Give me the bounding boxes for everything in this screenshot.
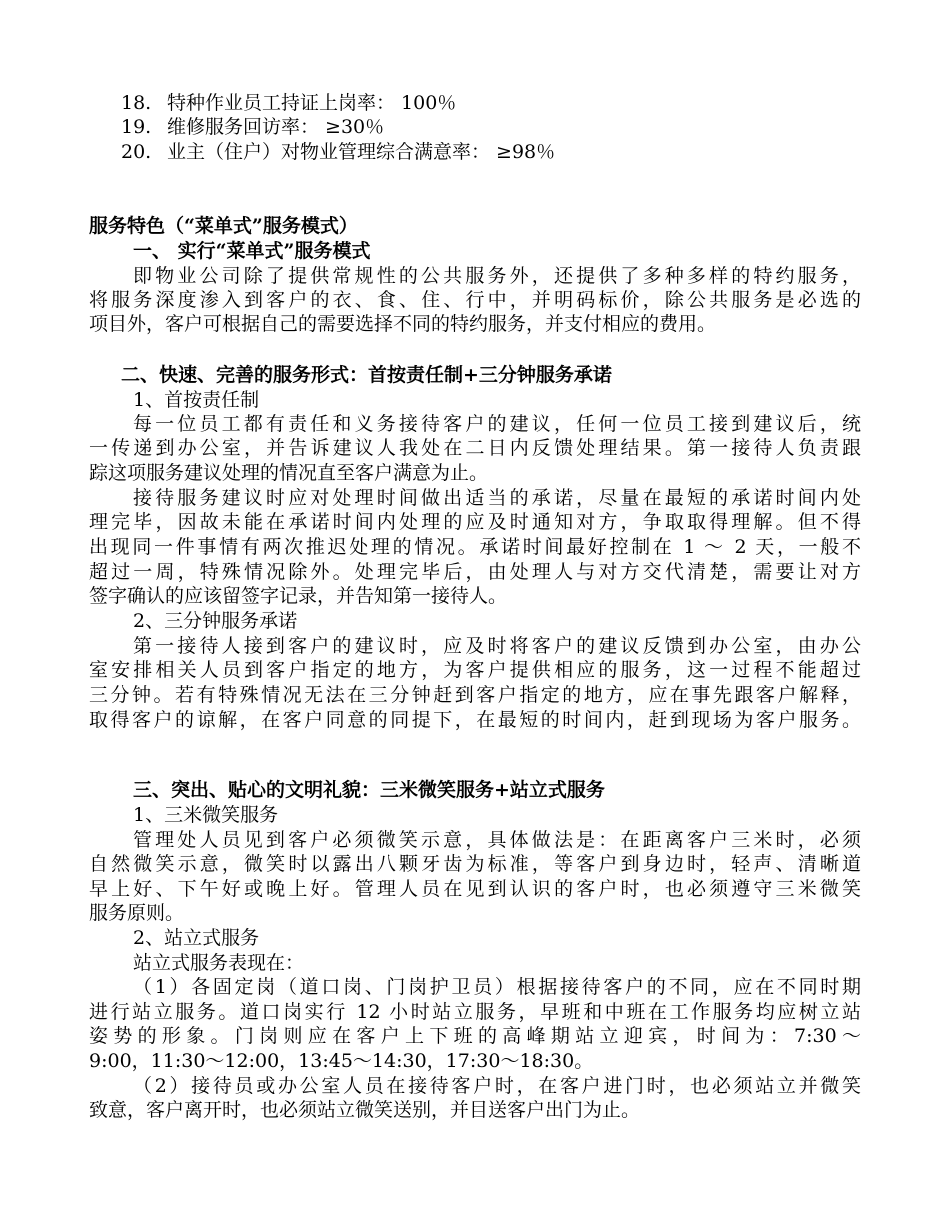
paragraph-line: 出现同一件事情有两次推迟处理的情况。承诺时间最好控制在 1 ～ 2 天，一般不 xyxy=(89,536,861,558)
paragraph-line: 服务原则。 xyxy=(89,902,185,924)
section-title: 服务特色（“菜单式”服务模式） xyxy=(89,215,358,237)
paragraph-line: 致意，客户离开时，也必须站立微笑送别，并目送客户出门为止。 xyxy=(89,1099,641,1121)
paragraph-line: 第一接待人接到客户的建议时，应及时将客户的建议反馈到办公室，由办公 xyxy=(133,635,861,657)
paragraph-line: 室安排相关人员到客户指定的地方，为客户提供相应的服务，这一过程不能超过 xyxy=(89,659,861,681)
paragraph-line: 踪这项服务建议处理的情况直至客户满意为止。 xyxy=(89,462,489,484)
list-item: 19. 维修服务回访率： ≥30％ xyxy=(121,116,385,138)
list-item: 18. 特种作业员工持证上岗率： 100％ xyxy=(121,92,457,114)
paragraph-line: 9:00，11:30～12:00，13:45～14:30，17:30～18:30。 xyxy=(89,1050,594,1072)
paragraph-line: 项目外，客户可根据自己的需要选择不同的特约服务，并支付相应的费用。 xyxy=(89,313,717,335)
paragraph-line: 超过一周，特殊情况除外。处理完毕后，由处理人与对方交代清楚，需要让对方 xyxy=(89,561,861,583)
paragraph-line: 取得客户的谅解，在客户同意的同提下，在最短的时间内，赶到现场为客户服务。 xyxy=(89,709,861,731)
paragraph-line: 签字确认的应该留签字记录，并告知第一接待人。 xyxy=(89,585,508,607)
subheading: 1、三米微笑服务 xyxy=(133,804,279,826)
subheading: 2、站立式服务 xyxy=(133,927,260,949)
paragraph-line: 姿势的形象。门岗则应在客户上下班的高峰期站立迎宾，时间为：7:30～ xyxy=(89,1025,861,1047)
paragraph-line: （2）接待员或办公室人员在接待客户时，在客户进门时，也必须站立并微笑 xyxy=(133,1075,861,1097)
paragraph-line: 一传递到办公室，并告诉建议人我处在二日内反馈处理结果。第一接待人负责跟 xyxy=(89,437,861,459)
subheading: 1、首按责任制 xyxy=(133,389,260,411)
subheading: 2、三分钟服务承诺 xyxy=(133,610,298,632)
paragraph-line: 将服务深度渗入到客户的衣、食、住、行中，并明码标价，除公共服务是必选的 xyxy=(89,289,861,311)
paragraph-line: 理完毕，因故未能在承诺时间内处理的应及时通知对方，争取取得理解。但不得 xyxy=(89,511,861,533)
heading-menu-service: 一、 实行“菜单式”服务模式 xyxy=(133,240,371,262)
heading-courtesy: 三、突出、贴心的文明礼貌：三米微笑服务+站立式服务 xyxy=(133,779,605,801)
paragraph-line: 站立式服务表现在： xyxy=(133,952,305,974)
paragraph-line: 三分钟。若有特殊情况无法在三分钟赶到客户指定的地方，应在事先跟客户解释， xyxy=(89,684,861,706)
paragraph-line: 早上好、下午好或晚上好。管理人员在见到认识的客户时，也必须遵守三米微笑 xyxy=(89,878,861,900)
paragraph-line: 进行站立服务。道口岗实行 12 小时站立服务，早班和中班在工作服务均应树立站 xyxy=(89,1001,861,1023)
paragraph-line: 接待服务建议时应对处理时间做出适当的承诺，尽量在最短的承诺时间内处 xyxy=(133,487,861,509)
paragraph-line: 管理处人员见到客户必须微笑示意，具体做法是：在距离客户三米时，必须 xyxy=(133,829,861,851)
heading-first-responsibility: 二、快速、完善的服务形式：首按责任制+三分钟服务承诺 xyxy=(121,364,612,386)
paragraph-line: 即物业公司除了提供常规性的公共服务外，还提供了多种多样的特约服务， xyxy=(133,265,861,287)
paragraph-line: 自然微笑示意，微笑时以露出八颗牙齿为标准，等客户到身边时，轻声、清晰道 xyxy=(89,853,861,875)
paragraph-line: 每一位员工都有责任和义务接待客户的建议，任何一位员工接到建议后，统 xyxy=(133,413,861,435)
paragraph-line: （1）各固定岗（道口岗、门岗护卫员）根据接待客户的不同，应在不同时期 xyxy=(133,976,861,998)
list-item: 20. 业主（住户）对物业管理综合满意率： ≥98％ xyxy=(121,141,556,163)
